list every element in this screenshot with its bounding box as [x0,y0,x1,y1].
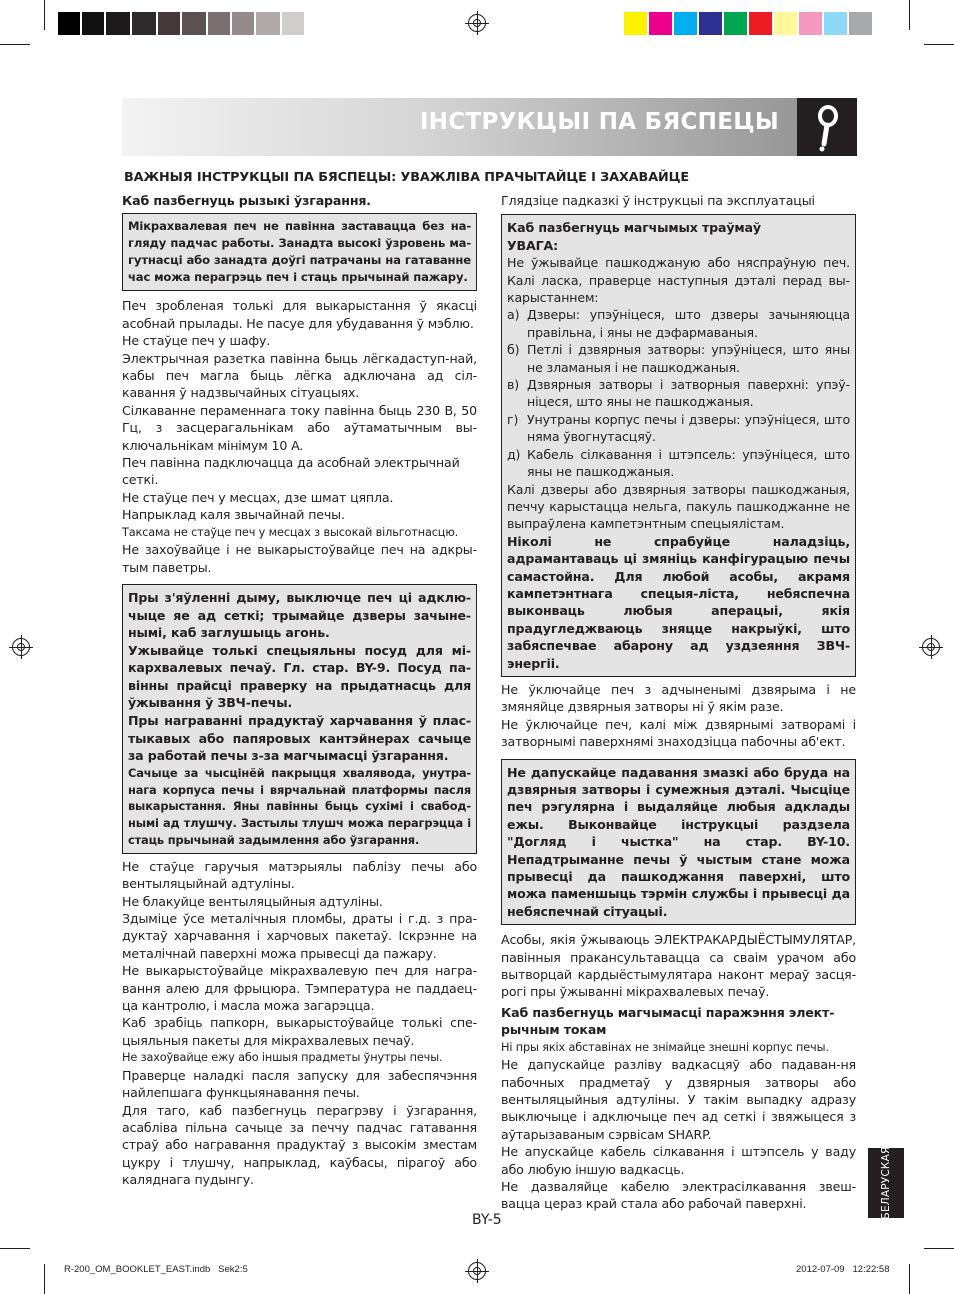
swatch [649,12,672,35]
grease-warning-box [501,759,856,926]
swatch [256,12,280,35]
cleaning-warning-text: Сачыце за чысцінёй пакрыцця хвалявода, унутра-нага корпуса печы і вярчальнай платформы пасля выкарыстання. Яны павінны быць сухімі і свабод-нымі ад тлушчу. Застылы тлушч можа перагрэцца і стаць прычынай задымлення або ўзгарання. [128,765,471,848]
swatch [849,12,872,35]
paragraph: Не блакуйце вентыляцыйныя адтуліны. [122,893,383,909]
container-warning-text: Пры награванні прадуктаў харчавання ў плас-тыкавых або папяровых кантэйнерах сачыце за работай печы з-за магчымасці ўзгарання. [128,713,471,764]
paragraph: Каб зрабіць папкорн, выкарыстоўвайце толькі спе-цыяльныя пакеты для мікрахвалевых печаў. [122,1015,477,1048]
swatch [158,12,180,35]
injury-warning-box [501,214,856,677]
swatch [106,12,130,35]
language-tab [868,1148,904,1218]
grease-warning-text: Не дапускайце падавання змазкі або бруда на дзвярныя затворы і сумежныя дэталі. Чысціце печ рэгулярна і выдаляйце любыя адклады ежы. Выконвайце інструкцыі раздзела "Догляд і чыстка" на стар. BY-10. Непадтрыманне печы ў чыстым стане можа прывесці да пашкоджання паверхні, што можа паменшыць тэрмін службы і прывесці да небяспечнай сітуацыі. [507,764,850,919]
list-item: а) Дзверы: упэўніцеся, што дзверы зачыняюцца правільна, і яны не дэфармаваныя. [507,307,850,340]
fire-warning-box [122,213,477,291]
paragraph: Для таго, каб пазбегнуць перагрэву і ўзгарання, асабліва пільна сачыце за печчу падчас гатавання страў або награвання прадуктаў з высокім зместам цукру і тлушчу, напрыклад, каўбасы, пірагоў або каляднага пудынгу. [122,1102,477,1188]
warning-label: УВАГА: [507,237,558,253]
paragraph: Печ павінна падключацца да асобнай электрычнай сеткі. [122,455,460,488]
swatch [749,12,772,35]
footer-timestamp: 2012-07-09 12:22:58 [796,1264,890,1275]
swatch [799,12,822,35]
paragraph: Не ўключайце печ з адчыненымі дзвярыма і не змяняйце дзвярныя затворы ні ў якім разе. [501,681,856,715]
paragraph: Напрыклад каля звычайнай печы. [122,507,345,523]
swatch [724,12,747,35]
paragraph: Электрычная разетка павінна быць лёгкадаступ-най, кабы печ магла быць лёгка адключана ад сіл-кавання ў надзвычайных сітуацыях. [122,350,477,401]
section-heading-shock: Каб пазбегнуць магчымасці паражэння элект-рычным токам [501,1004,835,1038]
list-item: д) Кабель сілкавання і штэпсель: упэўніцеся, што яны не пашкоджаныя. [507,446,850,480]
paragraph: Не стаўце гаручыя матэрыялы паблізу печы або вентыляцыйнай адтуліны. [122,858,477,892]
paragraph: Не выкарыстоўвайце мікрахвалевую печ для награ-вання алею для фрыцюра. Тэмпература не паддаец-ца кантролю, і масла можа загарэцца. [122,963,477,1014]
swatch [58,12,80,35]
title-banner [122,98,857,156]
swatch [699,12,722,35]
swatch [624,12,647,35]
swatch [282,12,304,35]
paragraph: Здыміце ўсе металічныя пломбы, драты і г.д. з пра-дуктаў харчавання і харчовых пакетаў. Іскрэнне на металічнай паверхні можа прывесці да пажару. [122,911,477,961]
right-column [501,192,856,1213]
registration-mark-icon [922,638,940,656]
paragraph: Не захоўвайце і не выкарыстоўвайце печ на адкры-тым паветры. [122,542,477,575]
page-number: BY-5 [472,1212,502,1228]
language-tab-label: БЕЛАРУСКАЯ [880,1146,892,1220]
cookware-warning-text: Ужывайце толькі спецыяльны посуд для мі-кархвалевых печаў. Гл. стар. BY-9. Посуд па-вінны прайсці праверку на прыдатнасць для ўжывання ў ЗВЧ-печы. [128,642,471,711]
paragraph: Не захоўвайце ежу або іншыя прадметы ўнутры печы. [122,1051,443,1065]
swatch [208,12,230,35]
paragraph: Не апускайце кабель сілкавання і штэпсель у ваду або любую іншую вадкасць. [501,1144,856,1177]
left-column [122,192,477,1189]
list-item: в) Дзвярныя затворы і затворныя паверхні: упэў-ніцеся, што яны не пашкоджаныя. [507,377,850,410]
registration-mark-icon [468,14,486,32]
registration-mark-icon [12,638,30,656]
paragraph: Не дапускайце разліву вадкасцяў або падаван-ня пабочных прадметаў у дзвярныя затворы або вентыляцыйныя адтуліны. У такім выпадку адразу выключыце і адключыце печ ад сеткі і звяжыцеся з аўтарызаваным сэрвісам SHARP. [501,1057,856,1142]
paragraph: Печ зробленая толькі для выкарыстання ў якасці асобнай прылады. Не пасуе для убудавання ў мэблю. [122,298,477,331]
paragraph: Не ўжывайце пашкоджаную або няспраўную печ. Калі ласка, праверце наступныя дэталі перад вы-карыстаннем: [507,255,850,306]
section-heading-fire: Каб пазбегнуць рызыкі ўзгарання. [122,193,371,208]
intro-text: Глядзіце падказкі ў інструкцыі па эксплуатацыі [501,193,815,208]
paragraph: Сілкаванне пераменнага току павінна быць 230 В, 50 Гц, з засцерагальнікам або аўтаматычным вы-ключальнікам мінімум 10 A. [122,402,477,453]
smoke-warning-text: Пры з'яўленні дыму, выключце печ ці адклю-чыце яе ад сеткі; трымайце дзверы зачыне-нымі, каб заглушыць агонь. [128,589,471,641]
swatch [182,12,206,35]
footer-file-info: R-200_OM_BOOKLET_EAST.indb Sek2:5 [64,1264,248,1275]
registration-mark-icon [468,1262,486,1280]
paragraph: Праверце наладкі пасля запуску для забеспячэння найлепшага функцыянавання печы. [122,1067,477,1101]
swatch [774,12,797,35]
swatch [132,12,156,35]
paragraph: Не стаўце печ у месцах, дзе шмат цяпла. [122,489,394,505]
swatch [82,12,104,35]
fire-warning-text: Мікрахвалевая печ не павінна заставацца без на-гляду падчас работы. Занадта высокі ўзровень ма-гутнасці або занадта доўгі патрачаны на гатаванне час можа перагрэць печ і стаць прычынай пажару. [128,219,471,285]
main-heading: ВАЖНЫЯ ІНСТРУКЦЫІ ПА БЯСПЕЦЫ: УВАЖЛІВА ПРАЧЫТАЙЦЕ І ЗАХАВАЙЦЕ [124,170,690,185]
swatch [232,12,254,35]
page-title: ІНСТРУКЦЫІ ПА БЯСПЕЦЫ [419,109,779,135]
swatch [674,12,697,35]
list-item: г) Унутраны корпус печы і дзверы: упэўніцеся, што няма ўвогнутасцяў. [507,411,850,445]
info-i-icon [797,98,857,156]
paragraph: Не дазваляйце кабелю электрасілкавання звеш-вацца цераз край стала або рабочай паверхні. [501,1178,856,1212]
box-title: Каб пазбегнуць магчымых траўмаў [507,220,761,236]
smoke-warning-box [122,584,477,854]
paragraph: Асобы, якія ўжываюць ЭЛЕКТРАКАРДЫЁСТЫМУЛЯТАР, павінныя пракансультавацца са сваім урачом або вытворцай кардыёстымулятара наконт мераў засця-рогі пры ўжыванні мікрахвалевых печаў. [501,932,856,1000]
paragraph: Таксама не стаўце печ у месцах з высокай вільготнасцю. [122,525,459,539]
list-item: б) Петлі і дзвярныя затворы: упэўніцеся, што яны не зламаныя і не пашкоджаныя. [507,342,850,375]
paragraph: Не ўключайце печ, калі між дзвярнымі затворамі і затворнымі паверхнямі знаходзіцца пабочны аб'ект. [501,716,856,750]
paragraph: Не стаўце печ у шафу. [122,333,271,349]
bold-warning: Ніколі не спрабуйце наладзіць, адрамантаваць ці змяніць канфігурацыю печы самастойна. Для любой асобы, акрамя кампетэнтнага спецыя-ліста, небяспечна выконваць любыя аперацыі, якія прадугледжваюць зняцце накрыўкі, што забяспечвае абарону ад уздзеяння ЗВЧ-энергіі. [507,533,850,671]
swatch [824,12,847,35]
paragraph: Калі дзверы або дзвярныя затворы пашкоджаныя, печчу карыстацца нельга, пакуль пашкоджанне не выпраўлена кампетэнтным спецыялістам. [507,481,850,532]
paragraph: Ні пры якіх абставінах не знімайце знешні корпус печы. [501,1040,829,1054]
